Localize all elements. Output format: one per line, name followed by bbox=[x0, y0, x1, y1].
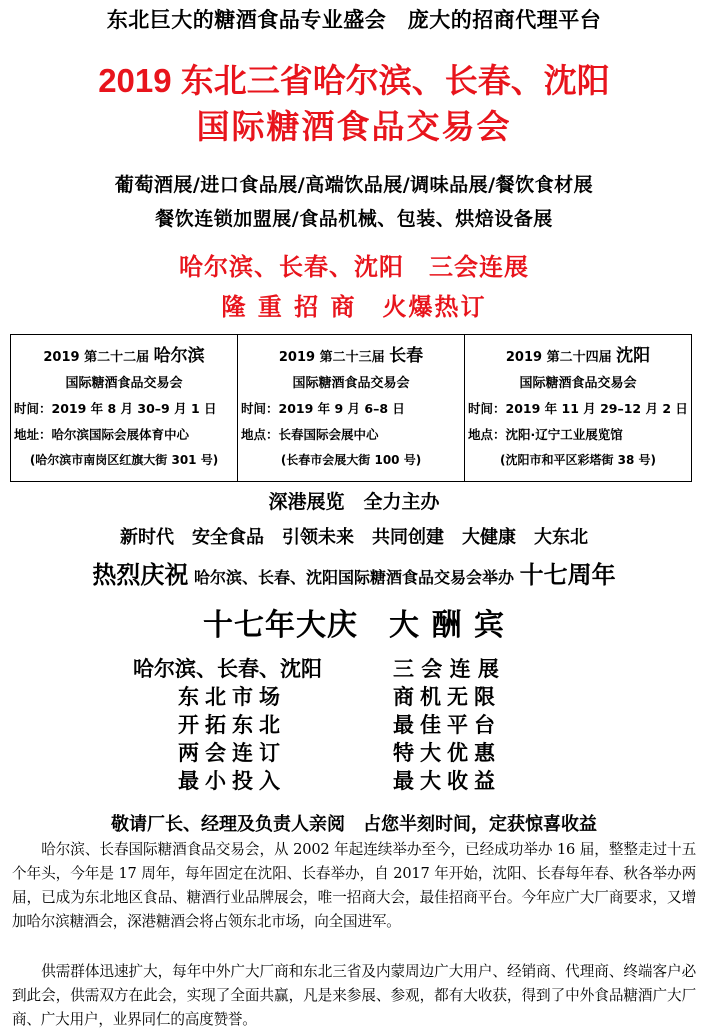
session-venue: 地点：沈阳·辽宁工业展览馆 bbox=[468, 427, 623, 442]
session-city: 哈尔滨 bbox=[153, 346, 205, 366]
celebrate-line bbox=[0, 555, 708, 590]
session-address: (沈阳市和平区彩塔街 38 号) bbox=[499, 453, 657, 467]
session-edition: 2019 第二十三届 bbox=[278, 350, 385, 365]
title-line-1: 2019 东北三省哈尔滨、长春、沈阳 bbox=[98, 62, 610, 99]
session-venue: 地点：长春国际会展中心 bbox=[241, 427, 379, 442]
exhibits-line-2: 餐饮连锁加盟展/食品机械、包装、烘焙设备展 bbox=[155, 208, 553, 230]
slogan-pair bbox=[133, 738, 603, 766]
slogan-left: 开拓东北 bbox=[178, 713, 286, 737]
session-edition: 2019 第二十四届 bbox=[505, 350, 612, 365]
slogan-pair bbox=[133, 766, 603, 794]
celebrate-tail: 十七周年 bbox=[519, 561, 616, 589]
session-heading bbox=[468, 341, 688, 366]
slogan-pair bbox=[133, 654, 603, 682]
slogan-right: 最大收益 bbox=[393, 769, 501, 793]
slogan-pair bbox=[133, 682, 603, 710]
session-shenyang bbox=[465, 335, 691, 481]
body-paragraph: 哈尔滨、长春国际糖酒食品交易会，从 2002 年起连续举办至今，已经成功举办 16 届，整整走过十五个年头，今年是 17 周年，每年固定在沈阳、长春举办，自 2017 年开始，沈阳、长春每年春、秋各举办两届，已成为东北地区食品、糖酒行业品牌展会，唯一招商大会，最佳招商平台。今年应广大厂商要求，又增加哈尔滨糖酒会，深港糖酒会将占领东北市场，向全国进军。 bbox=[12, 841, 696, 930]
session-time: 时间：2019 年 9 月 6–8 日 bbox=[241, 401, 405, 416]
session-changchun bbox=[238, 335, 465, 481]
slogan-right: 三 会 连 展 bbox=[393, 657, 499, 681]
slogan-pairs bbox=[133, 654, 603, 794]
session-address: (哈尔滨市南岗区红旗大街 301 号) bbox=[29, 453, 219, 467]
promo-line-1: 哈尔滨、长春、沈阳 三会连展 bbox=[179, 253, 529, 281]
celebrate-middle: 哈尔滨、长春、沈阳国际糖酒食品交易会举办 bbox=[193, 568, 514, 587]
session-harbin bbox=[11, 335, 238, 481]
session-time: 时间：2019 年 11 月 29–12 月 2 日 bbox=[468, 401, 688, 416]
theme-line: 新时代 安全食品 引领未来 共同创建 大健康 大东北 bbox=[120, 527, 588, 548]
session-city: 沈阳 bbox=[616, 346, 651, 366]
title-line-2: 国际糖酒食品交易会 bbox=[196, 107, 512, 146]
session-edition: 2019 第二十二届 bbox=[43, 350, 150, 365]
invite-line: 敬请厂长、经理及负责人亲阅 占您半刻时间，定获惊喜收益 bbox=[111, 814, 597, 835]
sessions-table bbox=[10, 334, 692, 482]
session-subtitle: 国际糖酒食品交易会 bbox=[65, 376, 183, 391]
anniversary-line: 十七年大庆 大 酬 宾 bbox=[203, 608, 505, 643]
slogan-pair bbox=[133, 710, 603, 738]
body-paragraph: 供需群体迅速扩大，每年中外广大厂商和东北三省及内蒙周边广大用户、经销商、代理商、终端客户必到此会，供需双方在此会，实现了全面共赢，凡是来参展、参观，都有大收获，得到了中外食品糖酒广大厂商、广大用户，业界同仁的高度赞誉。 bbox=[12, 963, 696, 1028]
session-city: 长春 bbox=[389, 346, 424, 366]
promo-line-2: 隆 重 招 商 火爆热订 bbox=[221, 293, 487, 321]
slogan-right: 商机无限 bbox=[393, 685, 501, 709]
slogan-left: 两会连订 bbox=[178, 741, 286, 765]
session-subtitle: 国际糖酒食品交易会 bbox=[292, 376, 410, 391]
slogan-left: 东北市场 bbox=[178, 685, 286, 709]
slogan-right: 特大优惠 bbox=[393, 741, 501, 765]
exhibits-line-1: 葡萄酒展/进口食品展/高端饮品展/调味品展/餐饮食材展 bbox=[114, 174, 594, 196]
session-time: 时间：2019 年 8 月 30–9 月 1 日 bbox=[14, 401, 217, 416]
session-heading bbox=[14, 341, 234, 366]
header-slogan: 东北巨大的糖酒食品专业盛会 庞大的招商代理平台 bbox=[106, 8, 602, 32]
session-address: (长春市会展大街 100 号) bbox=[280, 453, 422, 467]
session-subtitle: 国际糖酒食品交易会 bbox=[519, 376, 637, 391]
slogan-left: 哈尔滨、长春、沈阳 bbox=[133, 657, 322, 681]
slogan-right: 最佳平台 bbox=[393, 713, 501, 737]
session-venue: 地址：哈尔滨国际会展体育中心 bbox=[14, 427, 190, 442]
sponsor-line: 深港展览 全力主办 bbox=[268, 491, 440, 513]
session-heading bbox=[241, 341, 461, 366]
slogan-left: 最小投入 bbox=[178, 769, 286, 793]
celebrate-lead: 热烈庆祝 bbox=[92, 561, 189, 589]
